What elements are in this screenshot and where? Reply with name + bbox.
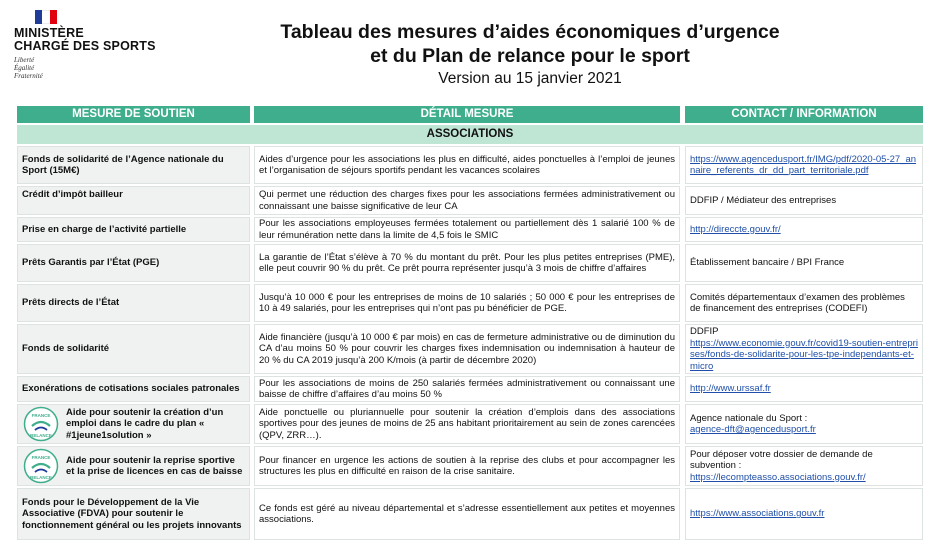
- detail-cell: La garantie de l’État s’élève à 70 % du montant du prêt. Pour les plus petites entreprises (PME), elle peut couvrir 90 % du prêt. Ce prêt pourra représenter jusqu’à 3 mois de chiffre d’affaires: [254, 244, 680, 282]
- contact-text: Agence nationale du Sport :: [690, 412, 808, 424]
- contact-link[interactable]: https://www.associations.gouv.fr: [690, 508, 825, 520]
- motto-liberte: Liberté: [14, 56, 35, 64]
- table-row: [17, 284, 923, 322]
- contact-cell: Comités départementaux d’examen des problèmes de financement des entreprises (CODEFI): [685, 284, 923, 322]
- ministry-name-line2: CHARGÉ DES SPORTS: [14, 39, 156, 53]
- column-header-detail: DÉTAIL MESURE: [254, 106, 680, 123]
- version-date: Version au 15 janvier 2021: [438, 70, 622, 87]
- table-row: [17, 404, 923, 444]
- detail-cell: Qui permet une réduction des charges fixes pour les associations fermées administrativement ou connaissant une baisse significative de leur CA: [254, 186, 680, 215]
- ministry-name-line1: MINISTÈRE: [14, 26, 84, 40]
- contact-cell: [685, 324, 923, 374]
- contact-link[interactable]: http://www.urssaf.fr: [690, 383, 771, 395]
- mesure-cell: Fonds de solidarité de l’Agence nationale du Sport (15M€): [17, 146, 250, 184]
- contact-cell: [685, 376, 923, 402]
- table-row: [17, 376, 923, 402]
- contact-text: Pour déposer votre dossier de demande de subvention :: [690, 448, 873, 472]
- motto-egalite: Égalité: [14, 64, 35, 72]
- badge-text-relance: RELANCE: [30, 433, 52, 438]
- detail-cell: Ce fonds est géré au niveau départemental et s’adresse essentiellement aux petites et moyennes associations.: [254, 488, 680, 540]
- contact-link[interactable]: http://direccte.gouv.fr/: [690, 223, 781, 235]
- mesure-cell: [17, 404, 250, 444]
- table-row: [17, 488, 923, 540]
- detail-cell: Aides d’urgence pour les associations les plus en difficulté, aides ponctuelles à l’emploi de jeunes et l’organisation de séjours sportifs pendant les vacances scolaires: [254, 146, 680, 184]
- contact-cell: Établissement bancaire / BPI France: [685, 244, 923, 282]
- mesure-cell: Fonds de solidarité: [17, 324, 250, 374]
- badge-text-france: FRANCE: [31, 455, 51, 460]
- contact-cell: [685, 217, 923, 242]
- france-relance-badge-icon: [22, 405, 60, 443]
- contact-link[interactable]: https://www.agencedusport.fr/IMG/pdf/2020-05-27_annaire_referents_dr_dd_part_territoriale.pdf: [690, 153, 917, 176]
- badge-text-france: FRANCE: [31, 413, 51, 418]
- table-header-row: [17, 106, 923, 123]
- republic-motto: [14, 56, 164, 80]
- mesure-text: Aide pour soutenir la création d’un emploi dans le cadre du plan « #1jeune1solution »: [66, 406, 224, 441]
- detail-cell: Pour les associations de moins de 250 salariés fermées administrativement ou connaissant une baisse de chiffre d’affaires d’au moins 50 %: [254, 376, 680, 402]
- section-row: [17, 125, 923, 144]
- table-row: [17, 186, 923, 215]
- contact-link[interactable]: agence-dft@agencedusport.fr: [690, 424, 816, 435]
- section-title: ASSOCIATIONS: [17, 125, 923, 144]
- contact-link[interactable]: https://lecompteasso.associations.gouv.fr/: [690, 471, 866, 483]
- contact-text: DDFIP: [690, 326, 719, 337]
- mesure-cell: Prêts directs de l’État: [17, 284, 250, 322]
- detail-cell: Pour les associations employeuses fermées totalement ou partiellement dès 1 salarié 100 % de leur rémunération nette dans la limite de 4,5 fois le SMIC: [254, 217, 680, 242]
- title-line2: et du Plan de relance pour le sport: [370, 45, 690, 67]
- detail-cell: Pour financer en urgence les actions de soutien à la reprise des clubs et pour accompagner les structures les plus en difficulté en raison de la crise sanitaire.: [254, 446, 680, 486]
- french-flag-icon: [35, 10, 57, 24]
- contact-cell: [685, 488, 923, 540]
- table-row: [17, 446, 923, 486]
- mesure-text: Aide pour soutenir la reprise sportive et la prise de licences en cas de baisse: [66, 454, 243, 477]
- column-header-mesure: MESURE DE SOUTIEN: [17, 106, 250, 123]
- detail-cell: Aide ponctuelle ou pluriannuelle pour soutenir la création d’emplois dans des associations sportives pour des jeunes de moins de 25 ans habitant prioritairement au sein de zones carencées (QPV, ZRR…).: [254, 404, 680, 444]
- mesure-cell: Exonérations de cotisations sociales patronales: [17, 376, 250, 402]
- measures-table: [17, 106, 923, 542]
- mesure-cell: Crédit d’impôt bailleur: [17, 186, 250, 215]
- mesure-cell: Prêts Garantis par l’État (PGE): [17, 244, 250, 282]
- motto-fraternite: Fraternité: [14, 72, 43, 80]
- detail-cell: Aide financière (jusqu’à 10 000 € par mois) en cas de fermeture administrative ou de diminution du CA d’au moins 50 % pour couvrir les charges fixes indemnisation ou indemnisation à hauteur de 20 % du CA 2019 jusqu’à 200 K/mois (à partir de décembre 2020): [254, 324, 680, 374]
- contact-cell: [685, 446, 923, 486]
- france-relance-badge-icon: [22, 447, 60, 485]
- table-row: [17, 244, 923, 282]
- mesure-cell: Prise en charge de l’activité partielle: [17, 217, 250, 242]
- badge-text-relance: RELANCE: [30, 475, 52, 480]
- page-header: [0, 0, 938, 100]
- document-title: [230, 20, 830, 89]
- title-line1: Tableau des mesures d’aides économiques d’urgence: [280, 21, 780, 43]
- mesure-cell: Fonds pour le Développement de la Vie Associative (FDVA) pour soutenir le fonctionnement général ou les projets innovants: [17, 488, 250, 540]
- table-row: [17, 324, 923, 374]
- column-header-contact: CONTACT / INFORMATION: [685, 106, 923, 123]
- detail-cell: Jusqu’à 10 000 € pour les entreprises de moins de 10 salariés ; 50 000 € pour les entreprises de 10 à 49 salariés, pour les entreprises qui n’ont pas pu bénéficier de PGE.: [254, 284, 680, 322]
- table-row: [17, 146, 923, 184]
- contact-cell: [685, 404, 923, 444]
- contact-cell: DDFIP / Médiateur des entreprises: [685, 186, 923, 215]
- contact-link[interactable]: https://www.economie.gouv.fr/covid19-soutien-entreprises/fonds-de-solidarite-pour-les-tpe-independants-et-micro: [690, 337, 918, 372]
- mesure-cell: [17, 446, 250, 486]
- ministry-logo: [14, 10, 164, 80]
- contact-cell: [685, 146, 923, 184]
- table-row: [17, 217, 923, 242]
